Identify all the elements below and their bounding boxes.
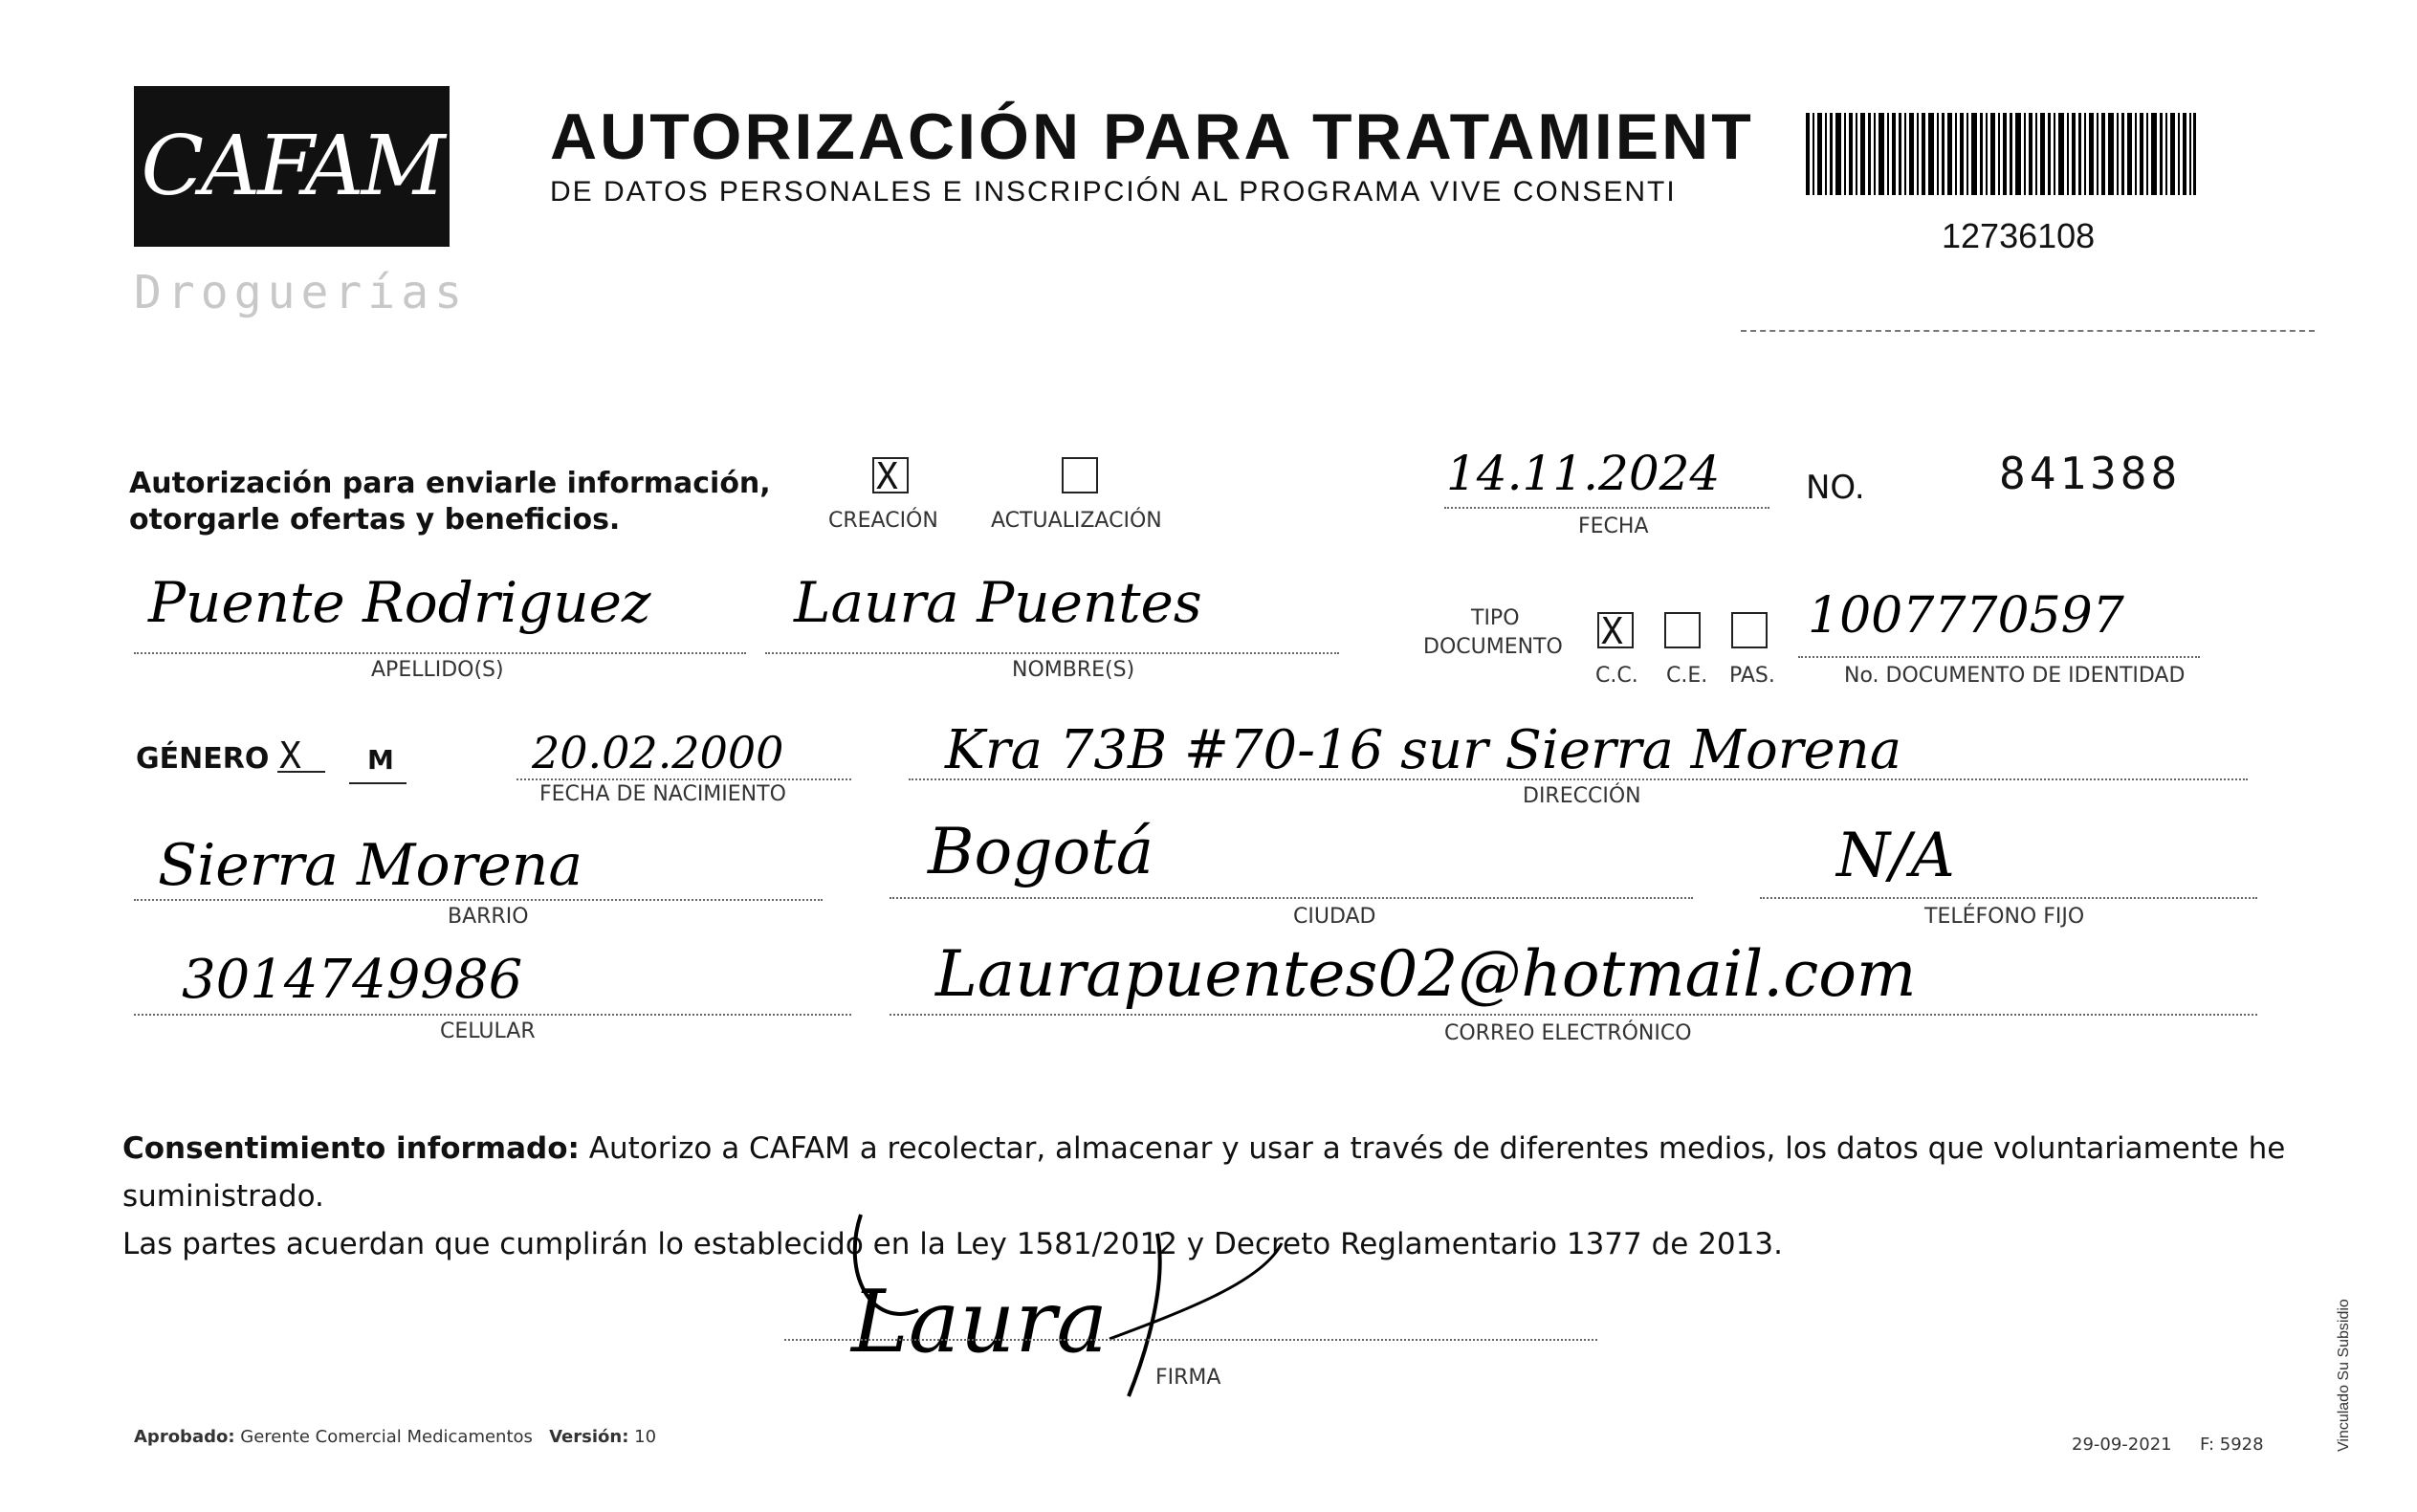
footer-approval xyxy=(134,1427,656,1447)
celular-label: CELULAR xyxy=(440,1019,536,1043)
signature[interactable]: Laura xyxy=(851,1272,1109,1372)
cc-label: C.C. xyxy=(1595,664,1638,688)
direccion-value[interactable]: Kra 73B #70-16 sur Sierra Morena xyxy=(945,719,1902,781)
consent-body-1: Autorizo a CAFAM a recolectar, almacenar y usar a través de diferentes medios, los datos que voluntariamente he suministrado. xyxy=(122,1131,2286,1214)
form-serial: 841388 xyxy=(1999,448,2182,499)
fecha-label: FECHA xyxy=(1578,515,1649,538)
firma-label: FIRMA xyxy=(1155,1366,1221,1390)
genero-f-checkbox[interactable] xyxy=(277,738,325,773)
consent-body-2: Las partes acuerdan que cumplirán lo establecido en la Ley 1581/2012 y Decreto Reglamentario 1377 de 2013. xyxy=(122,1227,1783,1261)
barcode-icon xyxy=(1806,113,2196,195)
documento-label: No. DOCUMENTO DE IDENTIDAD xyxy=(1844,664,2186,688)
celular-value[interactable]: 3014749986 xyxy=(182,949,523,1011)
creacion-label: CREACIÓN xyxy=(828,509,938,533)
version-value: 10 xyxy=(634,1427,657,1447)
vertical-note xyxy=(2334,1243,2362,1454)
cafam-logo: CAFAM xyxy=(134,86,450,247)
actualizacion-label: ACTUALIZACIÓN xyxy=(991,509,1162,533)
apellidos-value[interactable]: Puente Rodriguez xyxy=(148,570,651,635)
documento-value[interactable]: 1007770597 xyxy=(1808,587,2124,645)
ce-label: C.E. xyxy=(1666,664,1708,688)
footer-date: 29-09-2021 xyxy=(2072,1435,2172,1455)
signature-scribble-icon xyxy=(842,1195,1339,1415)
logo-subtitle: Droguerías xyxy=(134,266,468,319)
aprobado-value: Gerente Comercial Medicamentos xyxy=(240,1427,533,1447)
pas-checkbox[interactable] xyxy=(1731,612,1768,648)
barcode-number: 12736108 xyxy=(1942,216,2096,255)
ciudad-value[interactable]: Bogotá xyxy=(928,815,1154,888)
telefono-value[interactable]: N/A xyxy=(1836,821,1955,891)
aprobado-label: Aprobado: xyxy=(134,1427,235,1447)
consent-heading: Consentimiento informado: xyxy=(122,1131,580,1166)
form-title: AUTORIZACIÓN PARA TRATAMIENT xyxy=(550,100,1754,173)
pas-label: PAS. xyxy=(1729,664,1775,688)
footer-form-code: F: 5928 xyxy=(2200,1435,2264,1455)
ce-checkbox[interactable] xyxy=(1664,612,1701,648)
tipo-label: TIPO xyxy=(1471,606,1520,630)
genero-m-label: M xyxy=(367,744,394,776)
nacimiento-value[interactable]: 20.02.2000 xyxy=(532,727,784,778)
ciudad-label: CIUDAD xyxy=(1293,905,1376,929)
auth-heading-1: Autorización para enviarle información, xyxy=(129,467,771,500)
documento-type-label: DOCUMENTO xyxy=(1423,635,1563,659)
no-label: NO. xyxy=(1806,469,1865,507)
barrio-value[interactable]: Sierra Morena xyxy=(158,832,583,899)
telefono-label: TELÉFONO FIJO xyxy=(1924,905,2085,929)
genero-m-checkbox[interactable] xyxy=(349,782,406,784)
creacion-checkbox[interactable] xyxy=(872,457,909,493)
nombres-label: NOMBRE(S) xyxy=(1012,658,1135,682)
nacimiento-label: FECHA DE NACIMIENTO xyxy=(539,782,786,806)
actualizacion-checkbox[interactable] xyxy=(1062,457,1098,493)
correo-value[interactable]: Laurapuentes02@hotmail.com xyxy=(935,937,1917,1011)
direccion-label: DIRECCIÓN xyxy=(1523,784,1641,808)
correo-label: CORREO ELECTRÓNICO xyxy=(1444,1021,1692,1045)
barrio-label: BARRIO xyxy=(448,905,529,929)
version-label: Versión: xyxy=(549,1427,629,1447)
apellidos-label: APELLIDO(S) xyxy=(371,658,504,682)
cc-checkbox[interactable] xyxy=(1597,612,1634,648)
divider xyxy=(1741,330,2315,332)
genero-label: GÉNERO xyxy=(136,742,270,776)
form-subtitle: DE DATOS PERSONALES E INSCRIPCIÓN AL PROGRAMA VIVE CONSENTI xyxy=(550,176,1677,208)
vertical-note-text: Vinculado Su Subsidio xyxy=(2336,1299,2352,1452)
auth-heading-2: otorgarle ofertas y beneficios. xyxy=(129,503,621,537)
nombres-value[interactable]: Laura Puentes xyxy=(794,570,1202,635)
fecha-value[interactable]: 14.11.2024 xyxy=(1446,446,1721,501)
